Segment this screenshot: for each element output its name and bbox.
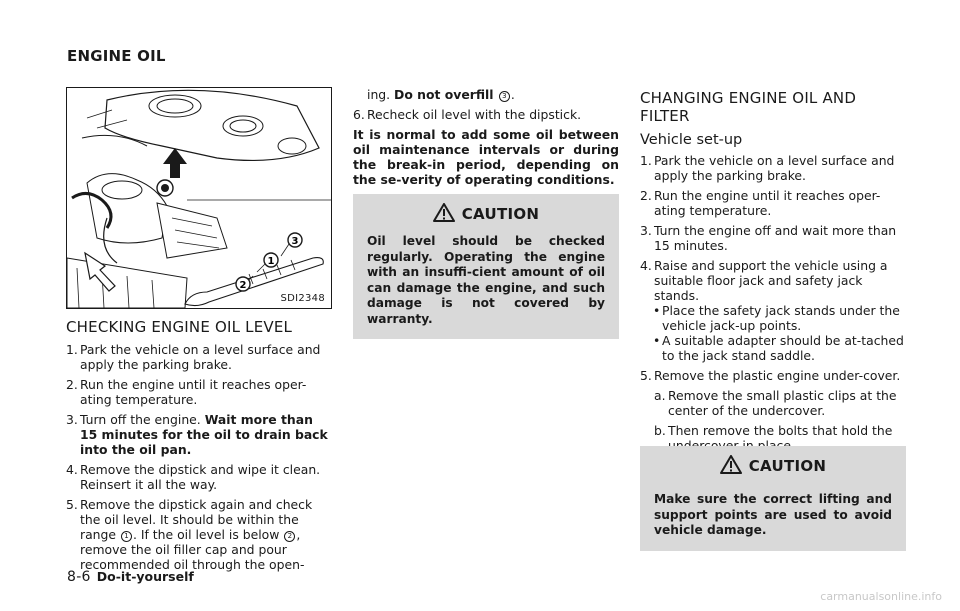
caution-text: Oil level should be checked regularly. Operating the engine with an insuffi-cient amount of oil can damage the engine, and such damage is not covered by warranty. — [367, 234, 605, 326]
checking-section — [66, 318, 330, 577]
caution-text: Make sure the correct lifting and support points are used to avoid vehicle damage. — [654, 492, 892, 537]
vehicle-setup-subheading: Vehicle set-up — [640, 132, 743, 148]
list-item: 3. Turn the engine off and wait more than 15 minutes. — [640, 223, 897, 253]
warning-triangle-icon — [433, 203, 455, 226]
list-item-continued: ing. Do not overfill 3 . — [367, 87, 515, 102]
bullet-item: • Place the safety jack stands under the vehicle jack-up points. — [653, 303, 900, 333]
callout-1-ref: 1 — [121, 531, 132, 542]
caution-box-lifting — [640, 446, 906, 551]
sub-step: a. Remove the small plastic clips at the center of the undercover. — [654, 388, 897, 418]
page-footer — [67, 569, 194, 585]
changing-section — [640, 89, 908, 453]
callout-3: 3 — [291, 236, 299, 247]
list-item: 5. Remove the plastic engine under-cover. — [640, 368, 901, 383]
list-item: 1. Park the vehicle on a level surface and apply the parking brake. — [66, 342, 321, 372]
checking-heading: CHECKING ENGINE OIL LEVEL — [66, 318, 293, 336]
figure-code: SDI2348 — [280, 293, 325, 304]
callout-1: 1 — [267, 256, 275, 267]
list-item: 2. Run the engine until it reaches oper-ating temperature. — [640, 188, 881, 218]
section-title: ENGINE OIL — [67, 47, 166, 65]
list-item: 2. Run the engine until it reaches oper-ating temperature. — [66, 377, 307, 407]
sub-step: b. Then remove the bolts that hold the — [654, 423, 893, 438]
list-item: 1. Park the vehicle on a level surface and apply the parking brake. — [640, 153, 895, 183]
bullet-item: • A suitable adapter should be at-tached to the jack stand saddle. — [653, 333, 904, 363]
page-number: 8-6 — [67, 569, 91, 585]
list-item: 4. Raise and support the vehicle using a suitable floor jack and safety jack stands. — [640, 258, 888, 303]
column-two — [353, 87, 619, 187]
engine-oil-dipstick-illustration — [66, 87, 332, 309]
list-item: 3. Turn off the engine. Wait more than 15 minutes for the oil to drain back into the oil pan. — [66, 412, 328, 457]
chapter-label: Do-it-yourself — [96, 569, 194, 584]
list-item: 6. Recheck oil level with the dipstick. — [353, 107, 582, 122]
callout-3-ref: 3 — [499, 91, 510, 102]
changing-heading: CHANGING ENGINE OIL AND FILTER — [640, 89, 857, 125]
caution-box-oil-level — [353, 194, 619, 339]
watermark: carmanualsonline.info — [820, 590, 942, 603]
caution-title: CAUTION — [461, 205, 540, 223]
list-item: 5. Remove the dipstick again and check the oil level. It should be within the range 1 . If the oil level is below 2 , remove the oil filler cap and pour recommended oil through the open- — [66, 497, 313, 572]
warning-triangle-icon — [720, 455, 742, 478]
oil-note: It is normal to add some oil between oil maintenance intervals or during the break-in period, depending on the se-verity of operating conditions. — [353, 127, 619, 187]
callout-2-ref: 2 — [284, 531, 295, 542]
list-item: 4. Remove the dipstick and wipe it clean. Reinsert it all the way. — [66, 462, 321, 492]
caution-title: CAUTION — [748, 457, 827, 475]
callout-2: 2 — [239, 280, 247, 291]
